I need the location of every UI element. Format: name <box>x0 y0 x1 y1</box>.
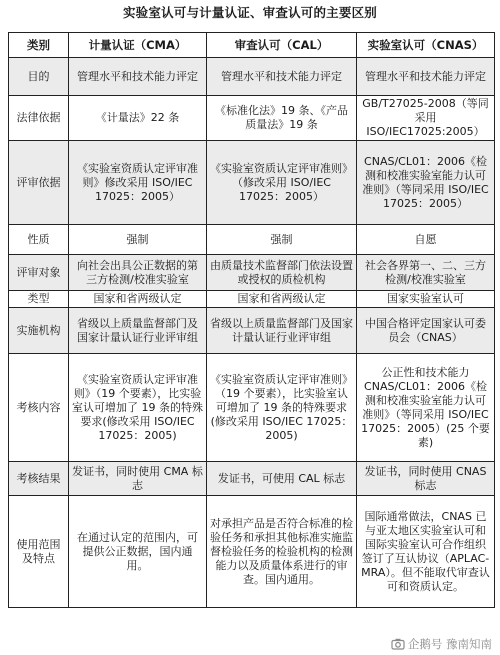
cal-cell: 《实验室资质认定评审准则》（修改采用 ISO/IEC 17025：2005） <box>207 141 357 225</box>
row-category: 实施机构 <box>9 308 69 354</box>
cal-cell: 发证书，可使用 CAL 标志 <box>207 462 357 496</box>
cnas-cell: 管理水平和技术能力评定 <box>357 58 495 96</box>
row-category: 目的 <box>9 58 69 96</box>
comparison-table <box>8 32 495 608</box>
row-category: 法律依据 <box>9 96 69 141</box>
cma-cell: 《计量法》22 条 <box>69 96 207 141</box>
cal-cell: 强制 <box>207 225 357 255</box>
cma-cell: 向社会出具公正数据的第三方检测/校准实验室 <box>69 255 207 291</box>
cma-cell: 管理水平和技术能力评定 <box>69 58 207 96</box>
cma-cell: 在通过认定的范围内，可提供公正数据，国内通用。 <box>69 496 207 608</box>
cma-cell: 发证书，同时使用 CMA 标志 <box>69 462 207 496</box>
cal-cell: 省级以上质量监督部门及国家计量认证行业评审组 <box>207 308 357 354</box>
header-cma: 计量认证（CMA） <box>69 33 207 58</box>
table-row <box>9 96 495 141</box>
cma-cell: 《实验室资质认定评审准则》修改采用 ISO/IEC 17025：2005） <box>69 141 207 225</box>
cnas-cell: CNAS/CL01：2006《检测和校准实验室能力认可准则》（等同采用 ISO/IEC 17025：2005） <box>357 141 495 225</box>
row-category: 评审依据 <box>9 141 69 225</box>
cma-cell: 国家和省两级认定 <box>69 291 207 308</box>
cal-cell: 《标准化法》19 条、《产品质量法》19 条 <box>207 96 357 141</box>
cal-cell: 管理水平和技术能力评定 <box>207 58 357 96</box>
table-row <box>9 225 495 255</box>
row-category: 考核结果 <box>9 462 69 496</box>
cal-cell: 《实验室资质认定评审准则》（19 个要素），比实验室认可增加了 19 条的特殊要求(修改采用 ISO/IEC 17025：2005) <box>207 354 357 462</box>
table-row <box>9 58 495 96</box>
table-row <box>9 308 495 354</box>
page-title: 实验室认可与计量认证、审查认可的主要区别 <box>122 5 377 20</box>
cnas-cell: 发证书，同时使用 CNAS 标志 <box>357 462 495 496</box>
cnas-cell: 国际通常做法，CNAS 已与亚太地区实验室认可和国际实验室认可合作组织签订了互认协议（APLAC-MRA）。但不能取代审查认可和资质认定。 <box>357 496 495 608</box>
cma-cell: 《实验室资质认定评审准则》（19 个要素），比实验室认可增加了 19 条的特殊要求(修改采用 ISO/IEC 17025：2005) <box>69 354 207 462</box>
table-header-row <box>9 33 495 58</box>
row-category: 类型 <box>9 291 69 308</box>
table-row <box>9 496 495 608</box>
watermark-text: 企鹅号 豫南知南 <box>407 637 492 651</box>
header-category: 类别 <box>9 33 69 58</box>
row-category: 评审对象 <box>9 255 69 291</box>
row-category: 使用范围及特点 <box>9 496 69 608</box>
cnas-cell: GB/T27025-2008（等同采用 ISO/IEC17025:2005） <box>357 96 495 141</box>
cnas-cell: 中国合格评定国家认可委员会（CNAS） <box>357 308 495 354</box>
watermark <box>389 636 494 652</box>
cnas-cell: 社会各界第一、二、三方检测/校准实验室 <box>357 255 495 291</box>
table-row <box>9 141 495 225</box>
header-cnas: 实验室认可（CNAS） <box>357 33 495 58</box>
cma-cell: 省级以上质量监督部门及国家计量认证行业评审组 <box>69 308 207 354</box>
table-row <box>9 255 495 291</box>
cma-cell: 强制 <box>69 225 207 255</box>
cal-cell: 对承担产品是否符合标准的检验任务和承担其他标准实施监督检验任务的检验机构的检测能力以及质量体系进行的审查。国内通用。 <box>207 496 357 608</box>
table-row <box>9 291 495 308</box>
cal-cell: 国家和省两级认定 <box>207 291 357 308</box>
cal-cell: 由质量技术监督部门依法设置或授权的质检机构 <box>207 255 357 291</box>
table-row <box>9 354 495 462</box>
camera-icon <box>391 637 405 651</box>
row-category: 考核内容 <box>9 354 69 462</box>
table-row <box>9 462 495 496</box>
header-cal: 审查认可（CAL） <box>207 33 357 58</box>
cnas-cell: 公正性和技术能力 CNAS/CL01：2006《检测和校准实验室能力认可准则》（等同采用 ISO/IEC 17025：2005）(25 个要素) <box>357 354 495 462</box>
cnas-cell: 自愿 <box>357 225 495 255</box>
cnas-cell: 国家实验室认可 <box>357 291 495 308</box>
row-category: 性质 <box>9 225 69 255</box>
